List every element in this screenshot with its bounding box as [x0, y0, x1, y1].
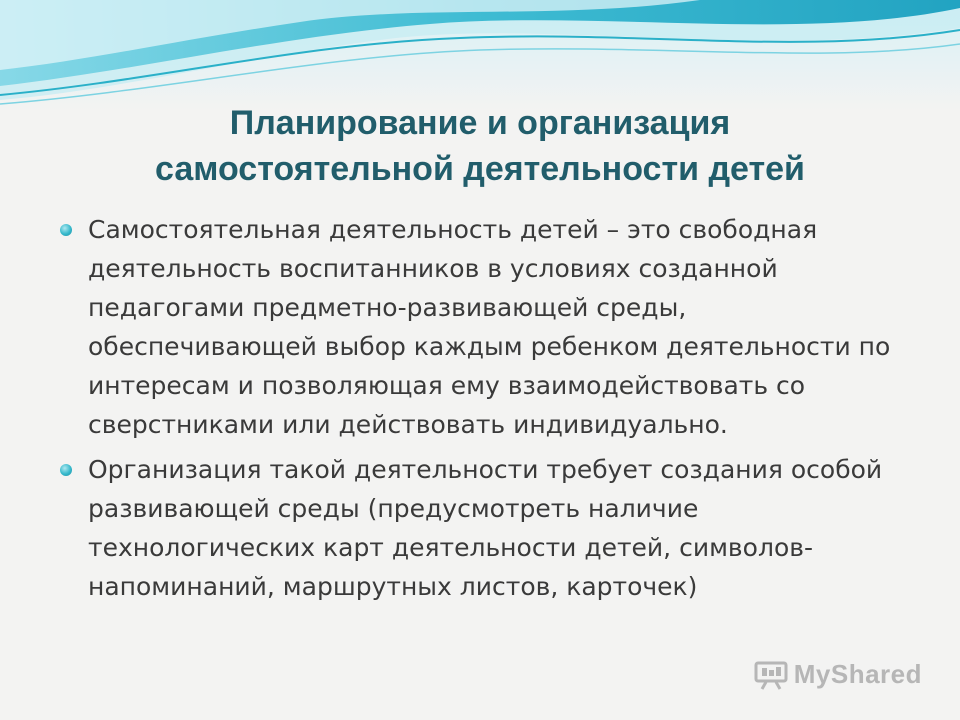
decorative-wave-header: [0, 0, 960, 110]
bullet-text: Организация такой деятельности требует создания особой развивающей среды (предусмотреть наличие технологических карт деятельности детей, символов-напоминаний, маршрутных листов, карточек): [88, 455, 883, 601]
title-line-1: Планирование и организация: [229, 104, 731, 142]
bullet-dot-icon: [60, 224, 72, 236]
bullet-item: [60, 450, 900, 606]
watermark-brand: MyShared: [793, 659, 922, 689]
presentation-board-icon: [754, 660, 788, 690]
bullet-text: Самостоятельная деятельность детей – это свободная деятельность воспитанников в условиях созданной педагогами предметно-развивающей среды, обеспечивающей выбор каждым ребенком деятельности по интересам и позволяющая ему взаимодействовать со сверстниками или действовать индивидуально.: [88, 215, 891, 439]
title-line-2: самостоятельной деятельности детей: [155, 150, 805, 188]
bullet-dot-icon: [60, 464, 72, 476]
slide-title: [60, 100, 900, 192]
bullet-item: [60, 210, 900, 444]
slide-body: [60, 210, 900, 612]
watermark: [754, 659, 922, 690]
